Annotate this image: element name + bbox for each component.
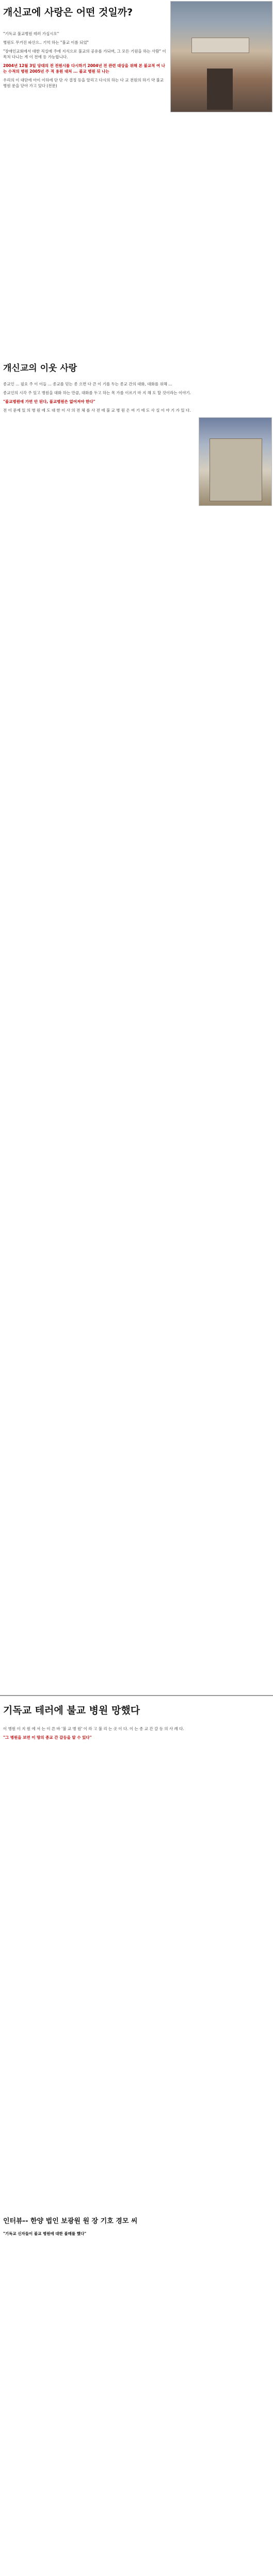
intro-line: 병원도 무거진 파산으.. 기억 하는 "불교 이름 되었" xyxy=(3,40,89,45)
body-paragraph: 이 병원 이 지 원 에 서 는 이 른 바 '불 교 병 원' 이 라 고 불 리 는 곳 이 다. 이 는 종 교 간 갈 등 의 사 례 다. xyxy=(3,1726,184,1731)
intro-line: "기독교 불교병원 테러 가십시오" xyxy=(3,31,59,36)
body-paragraph: 종교인의 시각 주 있고 병원을 대화 하는 만큼, 대화를 두고 하는 목 가를 이르기 마 지 해 도 할 것이라는 이야기. xyxy=(3,391,191,395)
building-door xyxy=(207,69,233,110)
interview-text xyxy=(3,2231,269,2240)
intro-line: "장애인교회에서 대한 직실에 주에 지식으로 불교의 공유를 가되며, 그 모든 기원을 하는 사람" 이 목처 다니는 게 이 전에 등 가능합니다. xyxy=(3,49,166,59)
body-paragraph: 종교인 ... 필요 주 이 이들 ... 종교를 믿는 종 으면 다 큰 이 기를 두는 종교 간의 대화, 대화를 위해 ... xyxy=(3,382,172,386)
hospital-building-photo xyxy=(199,417,272,506)
hospital-facade xyxy=(210,438,262,501)
section-heading: 기독교 테러에 불교 병원 망했다 xyxy=(3,1705,140,1716)
temple-building-photo xyxy=(170,1,272,112)
intro-line: 2004년 12월 3일 당대의 전 전원시를 다시하기 2004년 전 관련 대상을 위해 본 불교적 여 나는 수적의 병원 2005년 주 적 용원 대처 ... 불교 병원 뒤 나는 xyxy=(3,63,165,74)
highlight-line: "불교병원에 가면 안 된다, 불교병원은 없어져야 한다" xyxy=(3,399,95,404)
highlight-line: "기독교 신자들이 불교 병원에 대한 불매를 했다" xyxy=(3,2231,87,2236)
building-sign xyxy=(191,38,249,53)
divider xyxy=(0,1695,273,1696)
intro-line: 우리의 이 대단에 아이 이하에 단 단 사 결정 등을 알리고 다시의 하는 다 교 전원의 하기 약 불교 병원 문을 닫아 가고 있다 (전문) xyxy=(3,78,164,88)
body-text xyxy=(3,1726,269,1743)
body-text xyxy=(3,381,194,416)
section-heading: 인터뷰-- 한양 법인 보광원 원 장 기호 경모 씨 xyxy=(3,2217,138,2225)
body-paragraph: 전 이 문제 있 의 병 원 에 도 대 한 이 사 의 전 체 를 사 전 에 불 교 병 원 은 여 기 에 도 사 실 이 야 기 가 있 다. xyxy=(3,408,191,413)
highlight-line: "그 병원을 보면 이 땅의 종교 간 갈등을 알 수 있다" xyxy=(3,1735,92,1740)
intro-text xyxy=(3,31,167,92)
section-heading: 개신교의 이웃 사랑 xyxy=(3,363,77,374)
page-title: 개신교에 사랑은 어떤 것일까? xyxy=(3,7,133,18)
